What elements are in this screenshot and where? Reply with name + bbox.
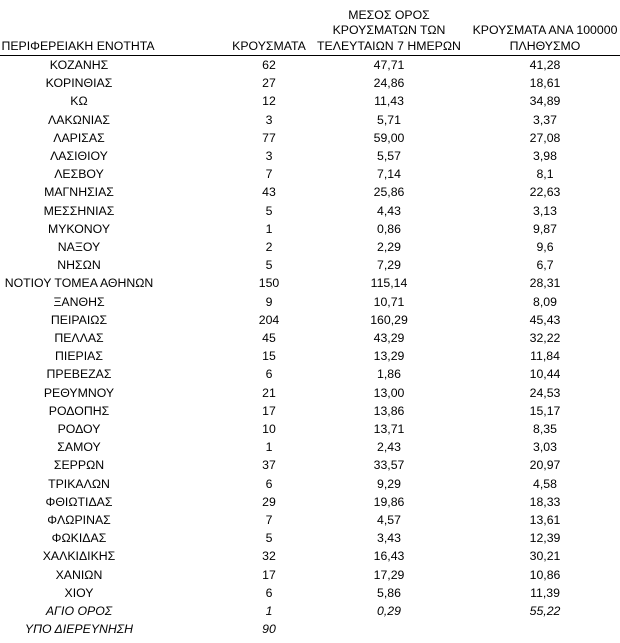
header-per100k-line-2: ΠΛΗΘΥΣΜΟ bbox=[509, 38, 581, 53]
header-avg7 bbox=[310, 2, 466, 56]
cell-region: ΜΕΣΣΗΝΙΑΣ bbox=[43, 203, 115, 218]
cell-cases: 7 bbox=[265, 167, 273, 182]
cell-region: ΚΟΖΑΝΗΣ bbox=[49, 58, 109, 72]
table-row bbox=[0, 220, 620, 238]
cell-per100k: 18,61 bbox=[529, 76, 561, 91]
cell-region: ΧΙΟΥ bbox=[64, 585, 94, 600]
table-row bbox=[0, 475, 620, 493]
table-row bbox=[0, 493, 620, 511]
cell-region: ΧΑΛΚΙΔΙΚΗΣ bbox=[42, 549, 116, 564]
cell-avg7: 13,00 bbox=[373, 385, 405, 400]
cell-region: ΑΓΙΟ ΟΡΟΣ bbox=[45, 604, 113, 619]
table-row bbox=[0, 384, 620, 402]
cell-cases: 29 bbox=[262, 494, 276, 509]
cell-region: ΤΡΙΚΑΛΩΝ bbox=[48, 476, 110, 491]
cell-per100k: 9,6 bbox=[536, 240, 554, 255]
cell-per100k: 12,39 bbox=[529, 531, 561, 546]
cell-avg7: 25,86 bbox=[373, 185, 405, 200]
cell-cases: 62 bbox=[262, 58, 276, 72]
table-header bbox=[0, 2, 620, 56]
cell-cases: 17 bbox=[262, 403, 276, 418]
cell-per100k: 3,98 bbox=[533, 149, 557, 164]
table-row bbox=[0, 438, 620, 456]
table-row bbox=[0, 202, 620, 220]
cell-avg7: 0,29 bbox=[377, 604, 401, 619]
cell-cases: 6 bbox=[265, 585, 273, 600]
table-row bbox=[0, 547, 620, 565]
cell-cases: 45 bbox=[262, 331, 276, 346]
cell-per100k: 24,53 bbox=[529, 385, 561, 400]
cell-region: ΝΗΣΩΝ bbox=[57, 258, 101, 273]
cell-cases: 9 bbox=[265, 294, 273, 309]
cell-avg7: 5,57 bbox=[377, 149, 401, 164]
cell-region: ΞΑΝΘΗΣ bbox=[53, 294, 105, 309]
table-row bbox=[0, 584, 620, 602]
cell-region: ΛΑΡΙΣΑΣ bbox=[53, 130, 105, 145]
cell-avg7: 3,43 bbox=[377, 531, 401, 546]
cell-avg7 bbox=[310, 620, 466, 638]
table-row bbox=[0, 274, 620, 292]
cell-cases: 17 bbox=[262, 567, 276, 582]
table-row bbox=[0, 602, 620, 620]
cell-per100k: 10,44 bbox=[529, 367, 561, 382]
cell-per100k: 13,61 bbox=[529, 513, 561, 528]
cell-avg7: 19,86 bbox=[373, 494, 405, 509]
cell-region: ΠΡΕΒΕΖΑΣ bbox=[46, 367, 112, 382]
cell-cases: 6 bbox=[265, 476, 273, 491]
cell-per100k: 11,84 bbox=[530, 349, 560, 364]
cell-cases: 7 bbox=[265, 513, 273, 528]
cell-cases: 90 bbox=[262, 622, 276, 637]
cell-cases: 3 bbox=[265, 112, 273, 127]
cell-avg7: 9,29 bbox=[377, 476, 401, 491]
header-avg7-line-3: ΤΕΛΕΥΤΑΙΩΝ 7 ΗΜΕΡΩΝ bbox=[317, 38, 461, 53]
header-per100k-line-1: ΚΡΟΥΣΜΑΤΑ ΑΝΑ 100000 bbox=[472, 23, 618, 38]
cell-cases: 37 bbox=[262, 458, 276, 473]
table-row bbox=[0, 92, 620, 110]
table-row bbox=[0, 420, 620, 438]
header-per100k bbox=[466, 2, 620, 56]
cell-region: ΦΩΚΙΔΑΣ bbox=[51, 531, 107, 546]
cell-region: ΚΟΡΙΝΘΙΑΣ bbox=[45, 76, 113, 91]
cell-region: ΡΕΘΥΜΝΟΥ bbox=[43, 385, 115, 400]
table-row bbox=[0, 56, 620, 75]
cell-per100k: 4,58 bbox=[533, 476, 557, 491]
cell-avg7: 11,43 bbox=[374, 94, 404, 109]
header-avg7-line-2: ΚΡΟΥΣΜΑΤΩΝ ΤΩΝ bbox=[332, 23, 446, 38]
cell-avg7: 10,71 bbox=[373, 294, 405, 309]
cell-region: ΛΑΚΩΝΙΑΣ bbox=[48, 112, 110, 127]
cell-avg7: 24,86 bbox=[373, 76, 405, 91]
cell-avg7: 47,71 bbox=[373, 58, 405, 72]
cell-per100k: 9,87 bbox=[533, 221, 557, 236]
cell-region: ΚΩ bbox=[70, 94, 88, 109]
cell-cases: 1 bbox=[265, 221, 273, 236]
table-row bbox=[0, 111, 620, 129]
table-row bbox=[0, 74, 620, 92]
table-row bbox=[0, 256, 620, 274]
cell-per100k bbox=[466, 620, 620, 638]
cell-avg7: 5,71 bbox=[377, 112, 401, 127]
table-row bbox=[0, 529, 620, 547]
table-row bbox=[0, 238, 620, 256]
cell-avg7: 7,29 bbox=[377, 258, 401, 273]
table-row bbox=[0, 329, 620, 347]
header-region bbox=[0, 2, 158, 56]
cell-per100k: 6,7 bbox=[536, 258, 554, 273]
cell-cases: 6 bbox=[265, 367, 273, 382]
cell-per100k: 8,09 bbox=[533, 294, 557, 309]
cell-region: ΠΕΛΛΑΣ bbox=[54, 331, 104, 346]
cell-per100k: 3,13 bbox=[533, 203, 557, 218]
cell-region: ΜΑΓΝΗΣΙΑΣ bbox=[44, 185, 114, 200]
cell-cases: 43 bbox=[262, 185, 276, 200]
cell-avg7: 2,43 bbox=[377, 440, 401, 455]
cell-cases: 5 bbox=[265, 258, 273, 273]
cell-avg7: 1,86 bbox=[377, 367, 401, 382]
cell-per100k: 28,31 bbox=[529, 276, 561, 291]
cell-per100k: 22,63 bbox=[529, 185, 561, 200]
cell-cases: 77 bbox=[262, 130, 276, 145]
cell-per100k: 11,39 bbox=[530, 585, 560, 600]
cell-cases: 5 bbox=[265, 203, 273, 218]
table-row bbox=[0, 365, 620, 383]
table-row bbox=[0, 129, 620, 147]
cell-avg7: 160,29 bbox=[370, 312, 408, 327]
cell-region: ΦΘΙΩΤΙΔΑΣ bbox=[45, 494, 113, 509]
cell-per100k: 30,21 bbox=[529, 549, 561, 564]
cell-cases: 12 bbox=[262, 94, 276, 109]
cell-per100k: 32,22 bbox=[529, 331, 561, 346]
cell-per100k: 27,08 bbox=[529, 130, 561, 145]
cell-avg7: 2,29 bbox=[377, 240, 401, 255]
table-row bbox=[0, 347, 620, 365]
cell-cases: 1 bbox=[265, 604, 273, 619]
cell-avg7: 16,43 bbox=[373, 549, 405, 564]
table-row bbox=[0, 147, 620, 165]
cell-region: ΧΑΝΙΩΝ bbox=[55, 567, 103, 582]
cell-cases: 1 bbox=[265, 440, 273, 455]
cell-cases: 15 bbox=[262, 349, 276, 364]
cell-per100k: 55,22 bbox=[529, 604, 561, 619]
cell-per100k: 18,33 bbox=[529, 494, 561, 509]
cell-per100k: 41,28 bbox=[529, 58, 561, 72]
cell-avg7: 4,57 bbox=[377, 513, 401, 528]
cell-per100k: 3,03 bbox=[533, 440, 557, 455]
table-row bbox=[0, 293, 620, 311]
cell-cases: 3 bbox=[265, 149, 273, 164]
cell-region: ΥΠΟ ΔΙΕΡΕΥΝΗΣΗ bbox=[24, 622, 134, 637]
cell-region: ΦΛΩΡΙΝΑΣ bbox=[47, 513, 111, 528]
cell-per100k: 20,97 bbox=[529, 458, 561, 473]
header-row bbox=[0, 2, 620, 56]
cell-cases: 2 bbox=[265, 240, 273, 255]
cell-region: ΜΥΚΟΝΟΥ bbox=[47, 221, 111, 236]
cell-avg7: 13,29 bbox=[373, 349, 405, 364]
cases-table bbox=[0, 2, 620, 639]
table-row bbox=[0, 402, 620, 420]
cell-avg7: 115,14 bbox=[370, 276, 408, 291]
table-row bbox=[0, 511, 620, 529]
cell-avg7: 17,29 bbox=[373, 567, 405, 582]
header-region-line: ΠΕΡΙΦΕΡΕΙΑΚΗ ΕΝΟΤΗΤΑ bbox=[1, 38, 155, 53]
cell-avg7: 43,29 bbox=[373, 331, 405, 346]
cell-avg7: 33,57 bbox=[373, 458, 405, 473]
table-row bbox=[0, 566, 620, 584]
cell-per100k: 10,86 bbox=[529, 567, 561, 582]
table-row bbox=[0, 183, 620, 201]
table-body bbox=[0, 56, 620, 639]
cell-region: ΣΑΜΟΥ bbox=[57, 440, 101, 455]
cell-cases: 150 bbox=[258, 276, 280, 291]
cell-per100k: 8,35 bbox=[533, 422, 557, 437]
cell-per100k: 3,37 bbox=[533, 112, 557, 127]
header-cases-line: ΚΡΟΥΣΜΑΤΑ bbox=[232, 38, 306, 53]
cell-per100k: 34,89 bbox=[529, 94, 561, 109]
cell-cases: 204 bbox=[258, 312, 280, 327]
cell-avg7: 0,86 bbox=[377, 221, 401, 236]
cell-avg7: 59,00 bbox=[373, 130, 405, 145]
cell-per100k: 15,17 bbox=[529, 403, 561, 418]
cell-per100k: 8,1 bbox=[536, 167, 554, 182]
cell-cases: 32 bbox=[262, 549, 276, 564]
cell-region: ΠΙΕΡΙΑΣ bbox=[55, 349, 103, 364]
cell-avg7: 13,86 bbox=[373, 403, 405, 418]
cell-cases: 21 bbox=[262, 385, 276, 400]
cell-avg7: 13,71 bbox=[373, 422, 405, 437]
header-cases bbox=[158, 2, 310, 56]
cell-region: ΛΑΣΙΘΙΟΥ bbox=[50, 149, 108, 164]
table-row bbox=[0, 311, 620, 329]
header-avg7-line-1: ΜΕΣΟΣ ΟΡΟΣ bbox=[348, 7, 430, 22]
cell-avg7: 4,43 bbox=[377, 203, 401, 218]
cell-region: ΝΟΤΙΟΥ ΤΟΜΕΑ ΑΘΗΝΩΝ bbox=[4, 276, 154, 291]
cell-avg7: 5,86 bbox=[377, 585, 401, 600]
cell-region: ΛΕΣΒΟΥ bbox=[54, 167, 104, 182]
cell-region: ΣΕΡΡΩΝ bbox=[53, 458, 105, 473]
table-row bbox=[0, 620, 620, 638]
cell-avg7: 7,14 bbox=[377, 167, 401, 182]
table-row bbox=[0, 165, 620, 183]
cell-cases: 5 bbox=[265, 531, 273, 546]
cell-region: ΡΟΔΟΠΗΣ bbox=[48, 403, 110, 418]
cell-region: ΡΟΔΟΥ bbox=[57, 422, 101, 437]
cell-region: ΠΕΙΡΑΙΩΣ bbox=[50, 312, 108, 327]
table-row bbox=[0, 456, 620, 474]
cell-per100k: 45,43 bbox=[529, 312, 561, 327]
cell-cases: 27 bbox=[262, 76, 276, 91]
cell-cases: 10 bbox=[262, 422, 276, 437]
cell-region: ΝΑΞΟΥ bbox=[57, 240, 101, 255]
